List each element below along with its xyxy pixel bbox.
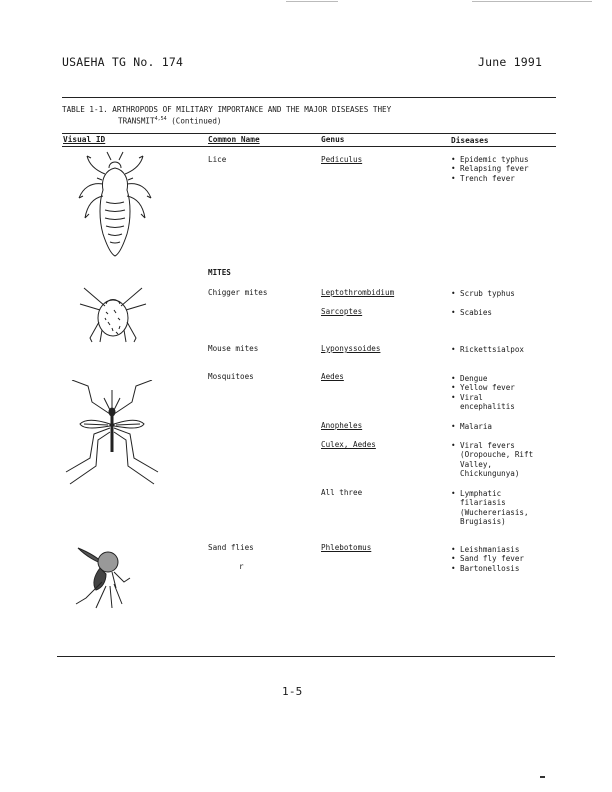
disease-item: • Leishmaniasis xyxy=(451,545,524,554)
diseases-all-three xyxy=(451,489,537,527)
diseases-mouse-mites xyxy=(451,345,524,354)
table-top-rule xyxy=(62,133,556,134)
caption-text: TRANSMIT xyxy=(118,116,155,126)
column-header-rule xyxy=(62,146,556,147)
genus-aedes: Aedes xyxy=(321,372,344,381)
disease-item: • Scabies xyxy=(451,308,492,317)
chigger-mite-icon xyxy=(78,282,148,346)
disease-item: • Lymphatic filariasis (Wuchereriasis, Brugiasis) xyxy=(451,489,537,527)
header-rule xyxy=(62,97,556,98)
scan-artifact xyxy=(286,1,338,2)
disease-item: • Dengue xyxy=(451,374,541,383)
common-name-lice: Lice xyxy=(208,155,227,164)
diseases-aedes xyxy=(451,374,541,412)
stray-mark: r xyxy=(239,562,244,571)
genus-all-three: All three xyxy=(321,488,363,497)
document-id: USAEHA TG No. 174 xyxy=(62,55,184,69)
genus-pediculus: Pediculus xyxy=(321,155,363,164)
document-date: June 1991 xyxy=(478,55,543,69)
column-header-genus: Genus xyxy=(321,135,345,144)
genus-culex-aedes: Culex, Aedes xyxy=(321,440,376,449)
common-name-mosquitoes: Mosquitoes xyxy=(208,372,254,381)
scan-artifact xyxy=(472,1,592,2)
caption-line-2 xyxy=(62,115,391,126)
louse-illustration xyxy=(75,150,155,262)
genus-anopheles: Anopheles xyxy=(321,421,363,430)
common-name-mouse-mites: Mouse mites xyxy=(208,344,259,353)
disease-item: • Epidemic typhus xyxy=(451,155,529,164)
disease-item: • Trench fever xyxy=(451,174,529,183)
section-label-mites: MITES xyxy=(208,268,231,277)
disease-item: • Bartonellosis xyxy=(451,564,524,573)
diseases-lice xyxy=(451,155,529,183)
disease-item: • Scrub typhus xyxy=(451,289,515,298)
column-header-diseases: Diseases xyxy=(451,136,489,145)
page-number: 1-5 xyxy=(282,685,303,698)
table-caption xyxy=(62,105,391,126)
genus-lyponyssoides: Lyponyssoides xyxy=(321,344,381,353)
footer-rule xyxy=(57,656,555,657)
genus-phlebotomus: Phlebotomus xyxy=(321,543,372,552)
genus-leptothrombidium: Leptothrombidium xyxy=(321,288,395,297)
disease-item: • Yellow fever xyxy=(451,383,541,392)
disease-item: • Viral encephalitis xyxy=(451,393,520,412)
scan-artifact xyxy=(540,776,545,778)
mosquito-illustration xyxy=(62,380,162,490)
caption-citation: 4,54 xyxy=(154,115,167,122)
diseases-sarcoptes xyxy=(451,308,492,317)
disease-item: • Relapsing fever xyxy=(451,164,529,173)
caption-line-1: TABLE 1-1. ARTHROPODS OF MILITARY IMPORTANCE AND THE MAJOR DISEASES THEY xyxy=(62,105,392,114)
diseases-culex-aedes xyxy=(451,441,543,479)
disease-item: • Rickettsialpox xyxy=(451,345,524,354)
disease-item: • Viral fevers (Oropouche, Rift Valley, Chickungunya) xyxy=(451,441,543,479)
genus-sarcoptes: Sarcoptes xyxy=(321,307,363,316)
diseases-sand-flies xyxy=(451,545,524,573)
chigger-mite-illustration xyxy=(78,282,148,346)
sand-fly-icon xyxy=(72,542,132,612)
common-name-chigger-mites: Chigger mites xyxy=(208,288,268,297)
caption-continued: (Continued) xyxy=(166,116,222,126)
disease-item: • Malaria xyxy=(451,422,492,431)
louse-icon xyxy=(75,150,155,262)
common-name-sand-flies: Sand flies xyxy=(208,543,254,552)
column-header-visual-id: Visual ID xyxy=(63,135,106,144)
diseases-chigger-mites xyxy=(451,289,515,298)
mosquito-icon xyxy=(62,380,162,490)
disease-item: • Sand fly fever xyxy=(451,554,524,563)
diseases-anopheles xyxy=(451,422,492,431)
column-header-common-name: Common Name xyxy=(208,135,260,144)
sand-fly-illustration xyxy=(72,542,132,612)
